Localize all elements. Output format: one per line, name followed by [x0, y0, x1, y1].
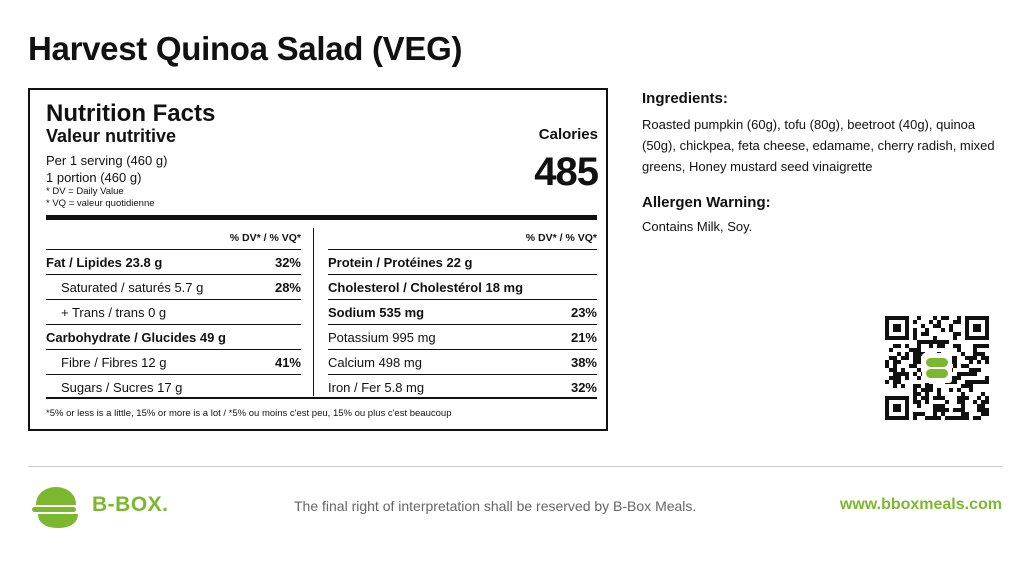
serving-fr: 1 portion (460 g) — [46, 170, 142, 185]
website-link[interactable]: www.bboxmeals.com — [839, 496, 1002, 513]
note-dv: * DV = Daily Value — [46, 186, 124, 197]
nutrient-row — [328, 275, 597, 300]
footer-divider — [28, 466, 1002, 467]
calories-label: Calories — [538, 126, 598, 143]
nutrition-facts-heading: Nutrition Facts — [46, 100, 216, 127]
nutrient-dv: 23% — [570, 304, 597, 320]
bottom-divider — [46, 397, 597, 399]
nutrient-label: Sodium 535 mg — [328, 304, 425, 320]
nutrient-dv: 32% — [274, 254, 301, 270]
nutrition-facts-panel — [28, 88, 608, 431]
nutrient-row — [46, 300, 301, 325]
thick-divider — [46, 215, 597, 220]
column-header-dv: % DV* / % VQ* — [328, 228, 597, 250]
qr-code-icon[interactable] — [885, 316, 989, 420]
nutrient-row — [328, 250, 597, 275]
dv-notes — [46, 186, 155, 210]
nutrient-label: Sugars / Sucres 17 g — [61, 379, 183, 395]
nutrient-label: + Trans / trans 0 g — [61, 304, 167, 320]
rights-notice: The final right of interpretation shall be reserved by B-Box Meals. — [294, 498, 697, 514]
nutrient-label: Fibre / Fibres 12 g — [61, 354, 167, 370]
nutrient-label: Carbohydrate / Glucides 49 g — [46, 329, 226, 345]
nutrient-label: Fat / Lipides 23.8 g — [46, 254, 163, 270]
allergen-heading: Allergen Warning: — [642, 194, 771, 211]
nutrient-column-right — [328, 228, 597, 399]
brand-name: B-BOX. — [92, 493, 169, 516]
page-title: Harvest Quinoa Salad (VEG) — [28, 30, 463, 67]
note-vq: * VQ = valeur quotidienne — [46, 198, 155, 209]
nutrient-row — [328, 325, 597, 350]
serving-en: Per 1 serving (460 g) — [46, 153, 168, 168]
nutrient-label: Cholesterol / Cholestérol 18 mg — [328, 279, 524, 295]
nutrient-label: Saturated / saturés 5.7 g — [61, 279, 204, 295]
valeur-nutritive-heading: Valeur nutritive — [46, 126, 177, 146]
calories-value: 485 — [534, 150, 598, 194]
nutrient-dv: 21% — [570, 329, 597, 345]
nutrient-dv: 28% — [274, 279, 301, 295]
nutrient-label: Iron / Fer 5.8 mg — [328, 379, 425, 395]
nutrient-row — [46, 350, 301, 375]
nutrient-row — [328, 350, 597, 375]
nutrient-dv: 32% — [570, 379, 597, 395]
nutrient-row — [328, 300, 597, 325]
nutrient-row — [46, 250, 301, 275]
nutrient-row — [46, 375, 301, 399]
nutrient-column-left — [46, 228, 301, 399]
nutrient-label: Calcium 498 mg — [328, 354, 422, 370]
bbox-burger-logo-icon — [32, 487, 80, 534]
ingredients-heading: Ingredients: — [642, 90, 728, 107]
column-divider — [313, 228, 314, 396]
ingredients-text: Roasted pumpkin (60g), tofu (80g), beetroot (40g), quinoa (50g), chickpea, feta cheese, edamame, cherry radish, mixed greens, Honey mustard seed vinaigrette — [642, 117, 995, 174]
serving-size — [46, 152, 167, 186]
nutrient-dv: 41% — [274, 354, 301, 370]
nutrient-dv: 38% — [570, 354, 597, 370]
column-header-dv: % DV* / % VQ* — [46, 228, 301, 250]
nutrient-label: Protein / Protéines 22 g — [328, 254, 473, 270]
allergen-text: Contains Milk, Soy. — [642, 219, 753, 234]
nutrient-row — [46, 275, 301, 300]
nutrient-label: Potassium 995 mg — [328, 329, 436, 345]
nutrient-row — [46, 325, 301, 350]
dv-disclaimer: *5% or less is a little, 15% or more is a lot / *5% ou moins c'est peu, 15% ou plus c'est beaucoup — [46, 408, 452, 419]
nutrient-row — [328, 375, 597, 399]
